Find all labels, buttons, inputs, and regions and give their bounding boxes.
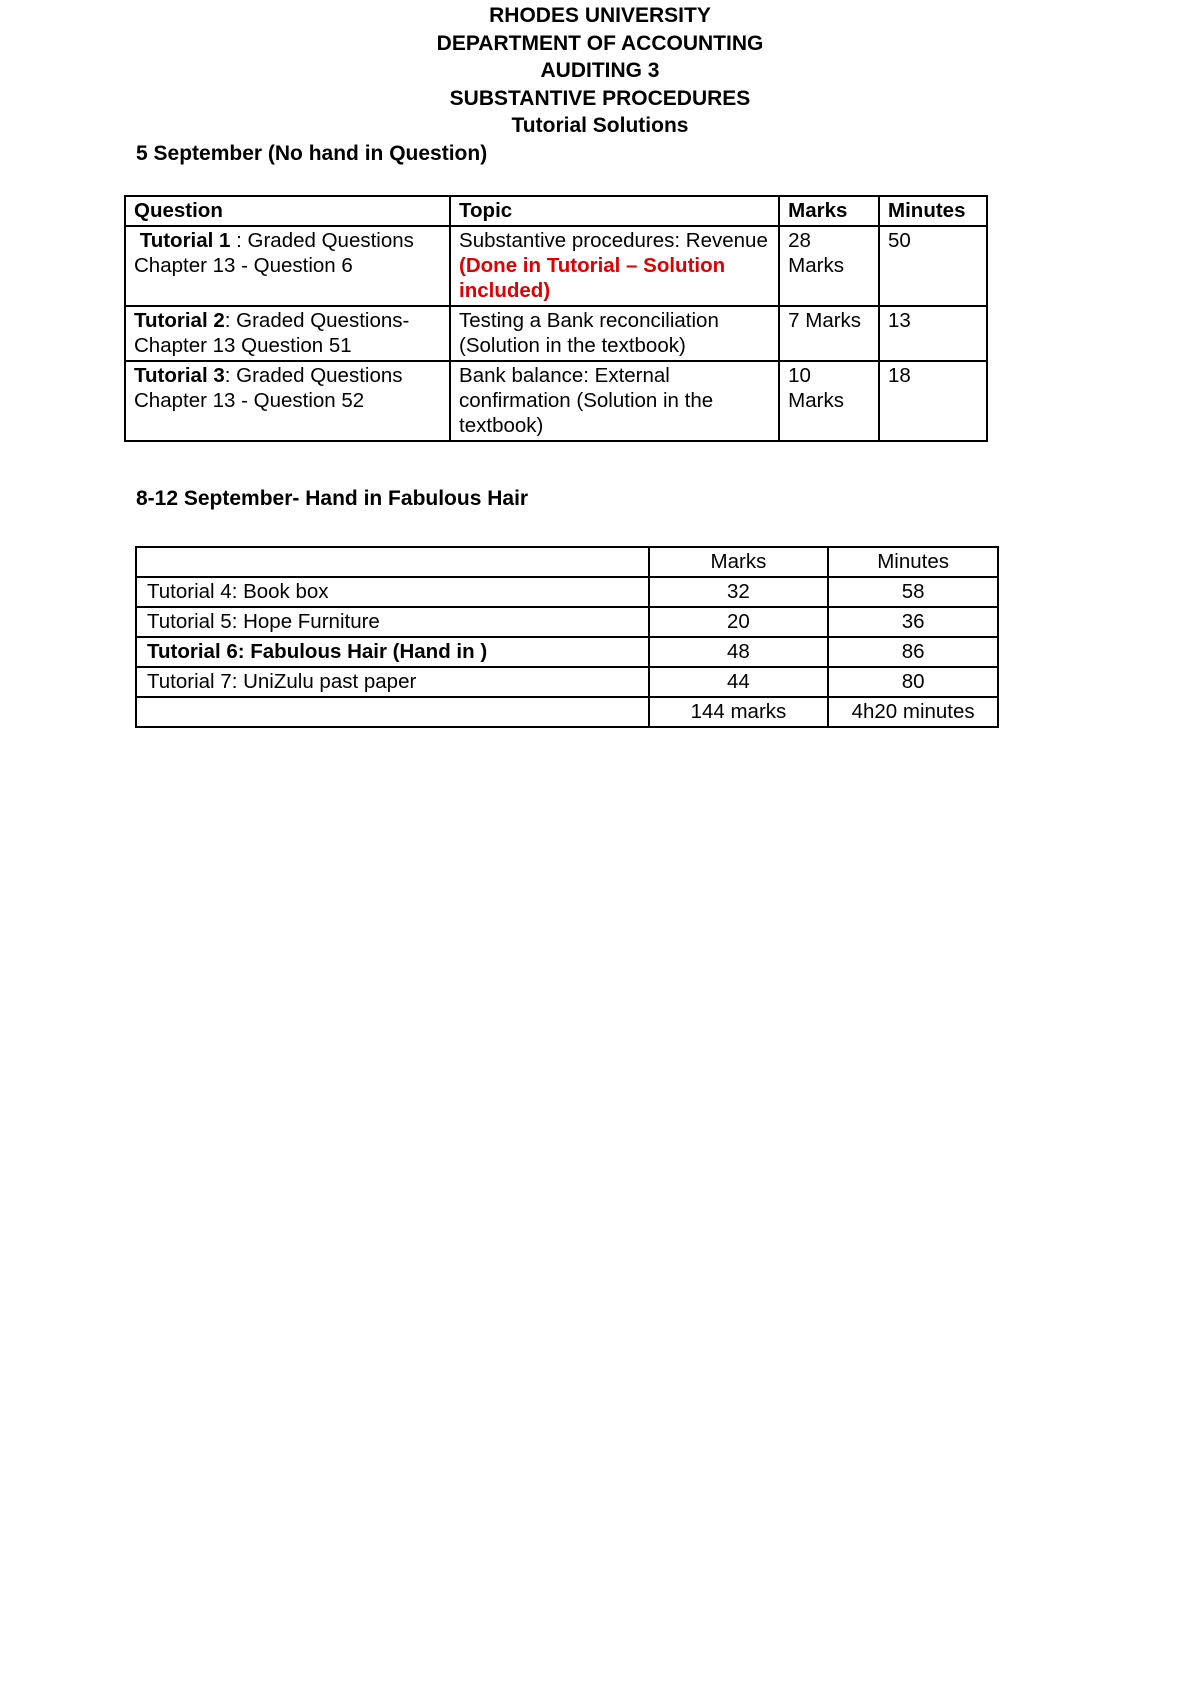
question-cell xyxy=(125,306,450,361)
minutes-cell: 13 xyxy=(879,306,987,361)
tutorial-name-cell: Tutorial 7: UniZulu past paper xyxy=(136,667,649,697)
column-header-minutes: Minutes xyxy=(879,196,987,226)
table-row xyxy=(136,577,998,607)
topic-cell xyxy=(450,226,779,306)
table-header-row xyxy=(125,196,987,226)
column-header-marks: Marks xyxy=(779,196,879,226)
tutorial-schedule-table xyxy=(124,195,988,442)
total-minutes-cell: 4h20 minutes xyxy=(828,697,998,727)
topic-note: (Done in Tutorial – Solution included) xyxy=(459,254,726,302)
total-marks-cell: 144 marks xyxy=(649,697,829,727)
tutorial-name-cell: Tutorial 4: Book box xyxy=(136,577,649,607)
university-name: RHODES UNIVERSITY xyxy=(489,4,711,27)
section1-title: 5 September (No hand in Question) xyxy=(136,142,488,165)
question-label: Tutorial 2 xyxy=(134,309,225,332)
minutes-cell: 80 xyxy=(828,667,998,697)
table-row xyxy=(125,306,987,361)
question-detail: : Graded Questions-Chapter 13 Question 51 xyxy=(134,309,410,357)
table-row xyxy=(136,637,998,667)
question-cell xyxy=(125,226,450,306)
tutorial-name-cell: Tutorial 5: Hope Furniture xyxy=(136,607,649,637)
marks-cell: 28 Marks xyxy=(779,226,879,306)
topic-name: SUBSTANTIVE PROCEDURES xyxy=(449,86,751,110)
table-header-row xyxy=(136,547,998,577)
minutes-cell: 50 xyxy=(879,226,987,306)
column-header-marks: Marks xyxy=(649,547,829,577)
question-detail: : Graded Questions Chapter 13 - Question 6 xyxy=(134,229,414,277)
question-cell xyxy=(125,361,450,441)
minutes-cell: 86 xyxy=(828,637,998,667)
topic-text: Substantive procedures: Revenue xyxy=(459,229,768,252)
marks-cell: 32 xyxy=(649,577,829,607)
total-row xyxy=(136,697,998,727)
tutorial-name-cell: Tutorial 6: Fabulous Hair (Hand in ) xyxy=(136,637,649,667)
minutes-cell: 18 xyxy=(879,361,987,441)
table-row xyxy=(125,361,987,441)
marks-cell: 7 Marks xyxy=(779,306,879,361)
table-row xyxy=(136,667,998,697)
marks-cell: 10 Marks xyxy=(779,361,879,441)
marks-cell: 44 xyxy=(649,667,829,697)
column-header-topic: Topic xyxy=(450,196,779,226)
column-header-blank xyxy=(136,547,649,577)
column-header-question: Question xyxy=(125,196,450,226)
topic-cell: Bank balance: External confirmation (Solution in the textbook) xyxy=(450,361,779,441)
question-label: Tutorial 1 xyxy=(139,229,231,252)
marks-cell: 48 xyxy=(649,637,829,667)
total-label-cell xyxy=(136,697,649,727)
department-name: DEPARTMENT OF ACCOUNTING xyxy=(436,31,764,55)
table-row xyxy=(136,607,998,637)
table-row xyxy=(125,226,987,306)
minutes-cell: 36 xyxy=(828,607,998,637)
question-label: Tutorial 3 xyxy=(134,364,225,387)
document-header xyxy=(0,2,1200,140)
minutes-cell: 58 xyxy=(828,577,998,607)
section2-title: 8-12 September- Hand in Fabulous Hair xyxy=(136,487,529,510)
document-subtitle: Tutorial Solutions xyxy=(511,114,689,137)
question-detail: : Graded Questions Chapter 13 - Question 52 xyxy=(134,364,403,412)
column-header-minutes: Minutes xyxy=(828,547,998,577)
course-name: AUDITING 3 xyxy=(540,59,660,82)
hand-in-table xyxy=(135,546,999,728)
topic-cell: Testing a Bank reconciliation (Solution in the textbook) xyxy=(450,306,779,361)
marks-cell: 20 xyxy=(649,607,829,637)
